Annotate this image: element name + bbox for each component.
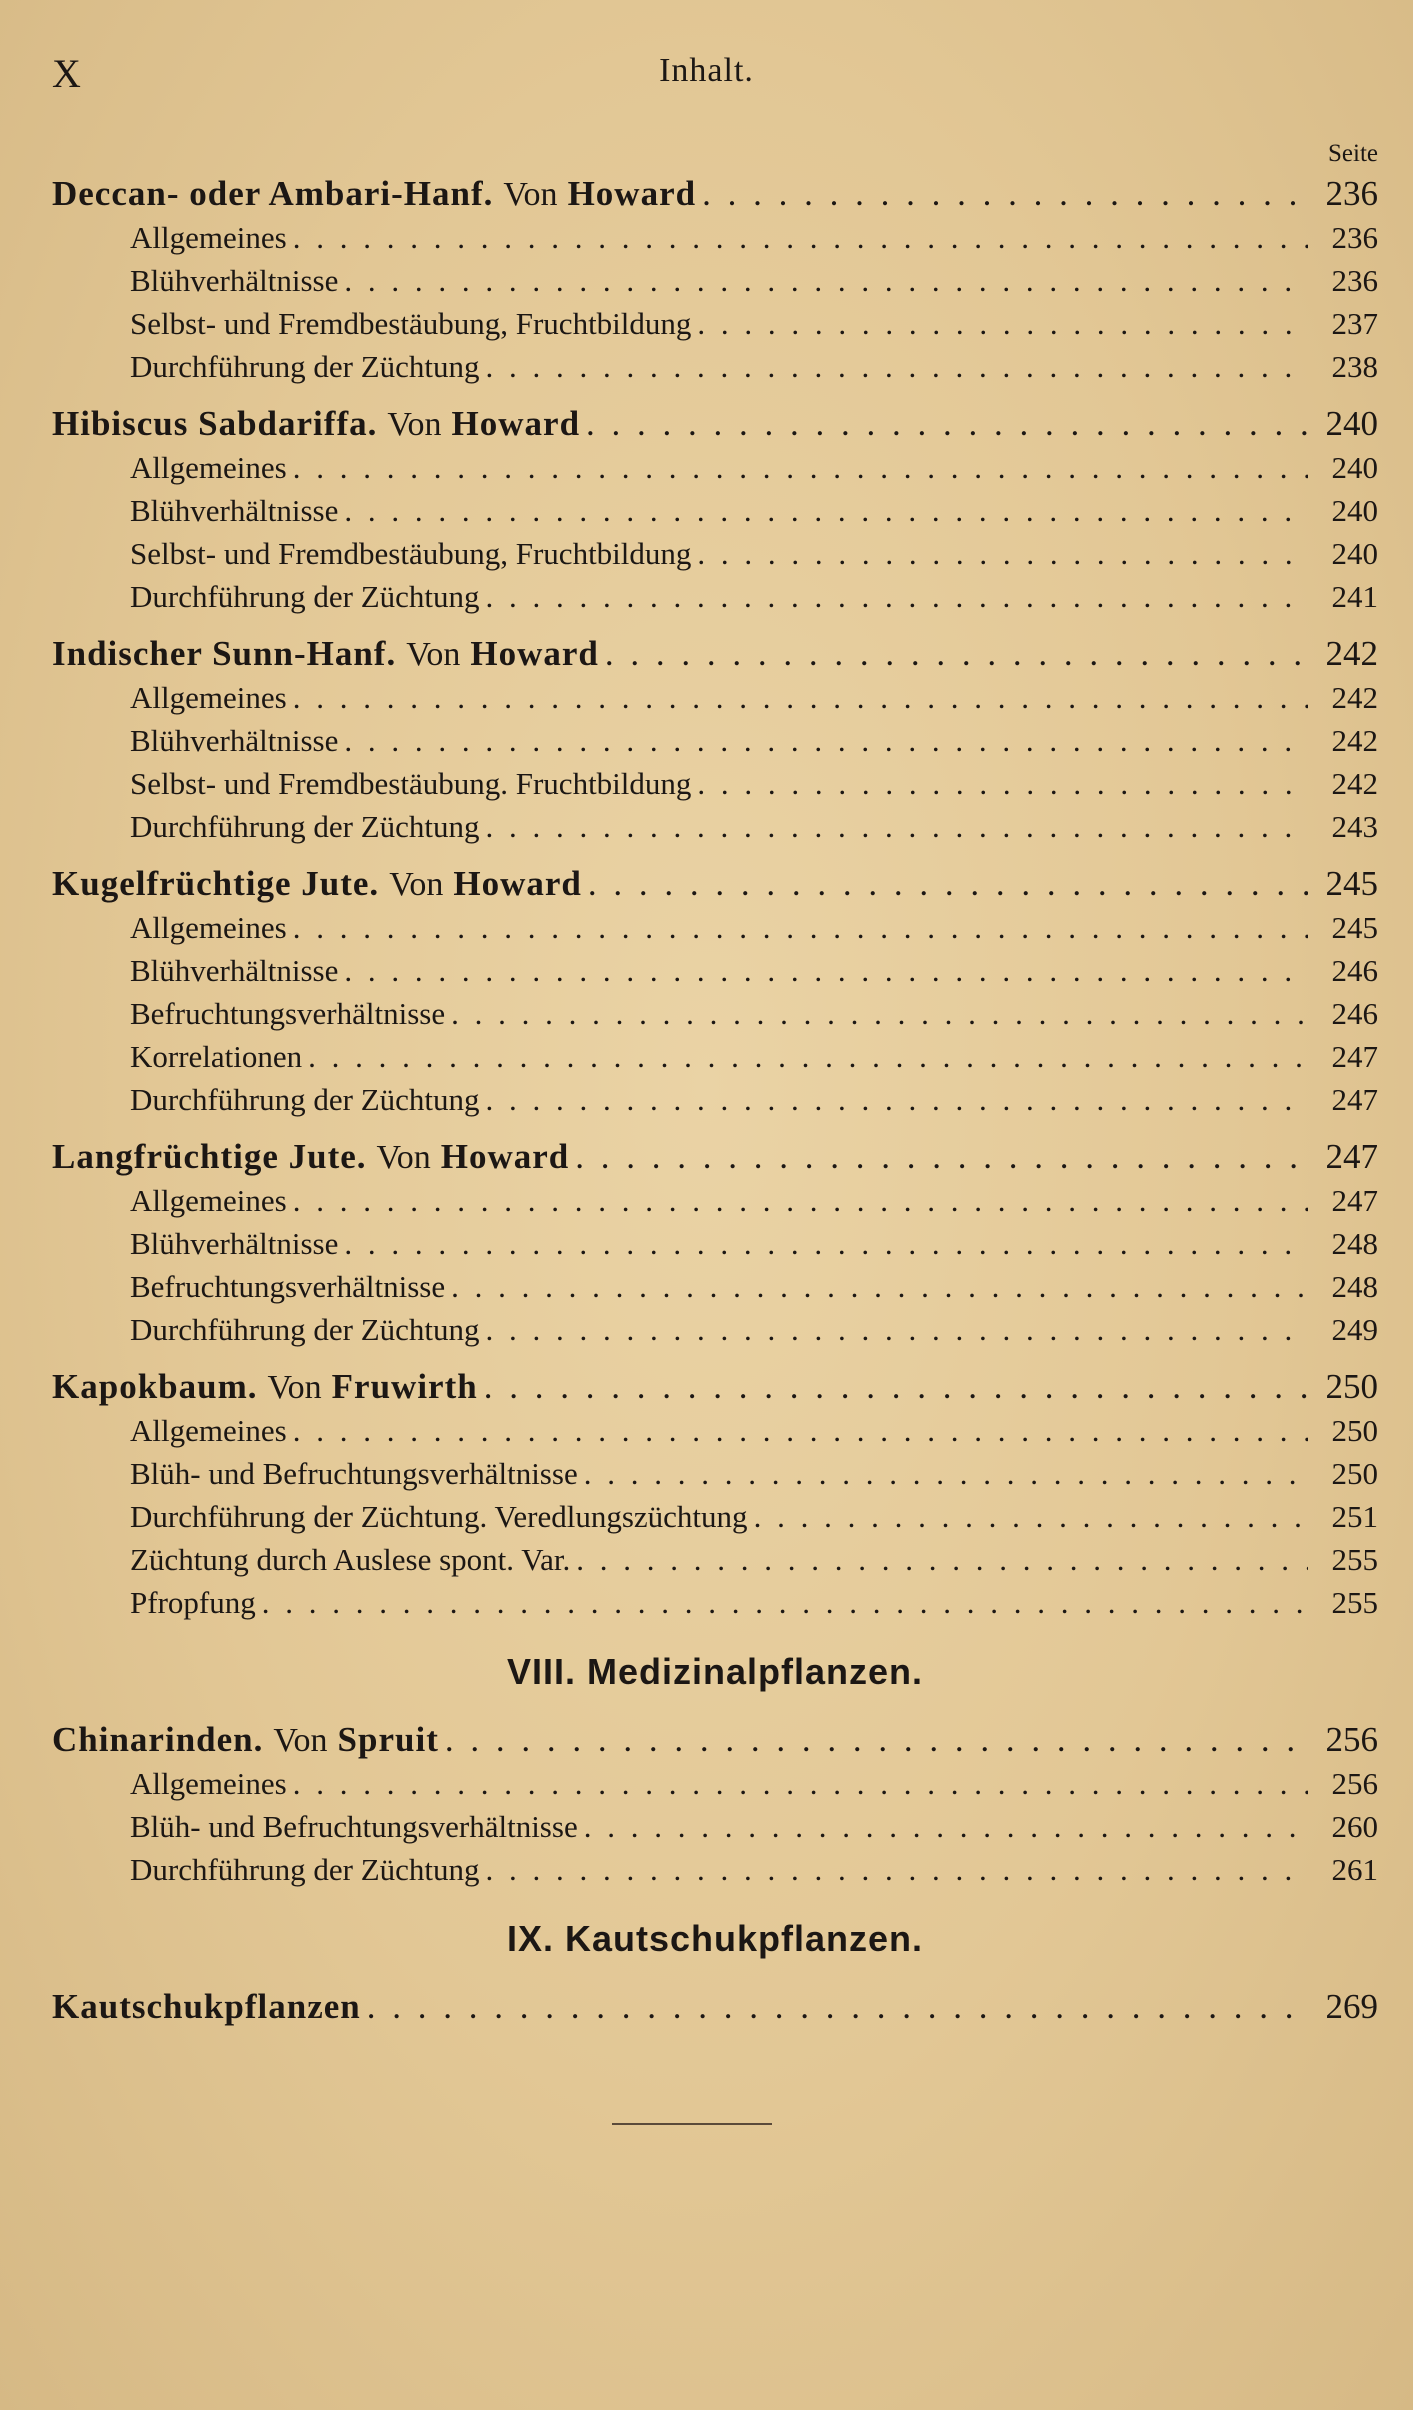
von-word: Von [389,866,444,903]
entry-title: Korrelationen [130,1039,303,1074]
entry-title: Allgemeines [130,450,287,485]
chapter-author: Fruwirth [331,1367,478,1406]
dot-leader [484,1367,1308,1407]
entry-page-number: 249 [1331,1312,1378,1347]
toc-subentry [52,1809,1378,1852]
toc-chapter-entry [52,1720,1378,1766]
entry-title: Züchtung durch Auslese spont. Var. [130,1542,571,1577]
toc-subentry [52,680,1378,723]
entry-page-number: 236 [1325,174,1378,213]
dot-leader [486,1312,1308,1348]
toc-subentry [52,1183,1378,1226]
entry-page-number: 247 [1331,1082,1378,1117]
dot-leader [451,1269,1308,1305]
entry-title [52,864,582,904]
dot-leader [344,723,1308,759]
footer-rule [612,2123,772,2125]
entry-page-number: 238 [1331,349,1378,384]
entry-page-number: 243 [1331,809,1378,844]
toc-subentry [52,910,1378,953]
chapter-author: Howard [453,864,582,903]
entry-title [52,1367,478,1407]
entry-title: Selbst- und Fremdbestäubung, Fruchtbildung [130,306,692,341]
entry-title: Blühverhältnisse [130,723,339,758]
dot-leader [486,349,1308,385]
seite-column-label: Seite [1328,140,1378,167]
toc-subentry [52,1542,1378,1585]
entry-page-number: 261 [1331,1852,1378,1887]
toc-chapter-entry [52,174,1378,220]
von-word: Von [273,1722,328,1759]
dot-leader [293,1183,1308,1219]
entry-title [52,1987,361,2027]
entry-page-number: 246 [1331,953,1378,988]
entry-page-number: 251 [1331,1499,1378,1534]
entry-page-number: 247 [1325,1137,1378,1176]
toc-subentry [52,1499,1378,1542]
toc-subentry [52,953,1378,996]
toc-subentry [52,1766,1378,1809]
table-of-contents [52,174,1378,2033]
chapter-name: Hibiscus Sabdariffa. [52,404,378,443]
entry-title [52,1137,569,1177]
entry-page-number: 242 [1331,723,1378,758]
entry-page-number: 240 [1325,404,1378,443]
dot-leader [451,996,1308,1032]
entry-page-number: 269 [1325,1987,1378,2026]
entry-page-number: 250 [1325,1367,1378,1406]
dot-leader [486,579,1308,615]
von-word: Von [376,1139,431,1176]
entry-title [52,174,696,214]
entry-title: Selbst- und Fremdbestäubung, Fruchtbildung [130,536,692,571]
dot-leader [575,1137,1308,1177]
von-word: Von [267,1369,322,1406]
dot-leader [754,1499,1308,1535]
dot-leader [697,306,1308,342]
entry-page-number: 255 [1331,1585,1378,1620]
entry-page-number: 242 [1331,766,1378,801]
chapter-author: Howard [451,404,581,443]
entry-page-number: 237 [1331,306,1378,341]
dot-leader [344,263,1308,299]
entry-page-number: 260 [1331,1809,1378,1844]
toc-chapter-entry [52,404,1378,450]
section-heading: VIII. Medizinalpflanzen. [506,1651,924,1692]
section-heading: IX. Kautschukpflanzen. [506,1918,924,1959]
toc-subentry [52,996,1378,1039]
chapter-name: Kautschukpflanzen [52,1987,361,2026]
entry-title: Allgemeines [130,680,287,715]
entry-page-number: 250 [1331,1413,1378,1448]
toc-subentry [52,1082,1378,1125]
chapter-name: Langfrüchtige Jute. [52,1137,367,1176]
dot-leader [293,1413,1308,1449]
entry-title: Durchführung der Züchtung [130,1852,480,1887]
entry-page-number: 248 [1331,1269,1378,1304]
entry-page-number: 256 [1325,1720,1378,1759]
toc-subentry [52,450,1378,493]
dot-leader [588,864,1308,904]
chapter-name: Chinarinden. [52,1720,264,1759]
entry-title: Pfropfung [130,1585,256,1620]
entry-title [52,404,580,444]
dot-leader [486,1852,1308,1888]
entry-title: Durchführung der Züchtung [130,1312,480,1347]
toc-subentry [52,493,1378,536]
toc-chapter-entry [52,634,1378,680]
entry-page-number: 240 [1331,536,1378,571]
dot-leader [486,809,1308,845]
entry-page-number: 241 [1331,579,1378,614]
toc-chapter-entry [52,1987,1378,2033]
entry-title: Blühverhältnisse [130,953,339,988]
toc-subentry [52,766,1378,809]
chapter-author: Howard [440,1137,570,1176]
entry-page-number: 245 [1325,864,1378,903]
dot-leader [445,1720,1308,1760]
toc-subentry [52,263,1378,306]
page-number: X [52,51,82,96]
chapter-author: Howard [470,634,599,673]
dot-leader [344,493,1308,529]
dot-leader [344,953,1308,989]
toc-subentry [52,220,1378,263]
running-head: Inhalt. [659,52,754,89]
toc-subentry [52,1226,1378,1269]
entry-title: Selbst- und Fremdbestäubung. Fruchtbildung [130,766,692,801]
entry-title: Allgemeines [130,1183,287,1218]
toc-subentry [52,723,1378,766]
dot-leader [262,1585,1308,1621]
dot-leader [344,1226,1308,1262]
entry-title: Allgemeines [130,910,287,945]
entry-title: Blüh- und Befruchtungsverhältnisse [130,1456,578,1491]
dot-leader [576,1542,1308,1578]
entry-page-number: 256 [1331,1766,1378,1801]
entry-page-number: 247 [1331,1039,1378,1074]
entry-page-number: 255 [1331,1542,1378,1577]
dot-leader [486,1082,1308,1118]
entry-title: Blühverhältnisse [130,493,339,528]
dot-leader [605,634,1308,674]
entry-page-number: 250 [1331,1456,1378,1491]
dot-leader [293,680,1308,716]
entry-title: Allgemeines [130,220,287,255]
entry-page-number: 247 [1331,1183,1378,1218]
entry-page-number: 245 [1331,910,1378,945]
dot-leader [702,174,1308,214]
entry-title: Durchführung der Züchtung [130,579,480,614]
dot-leader [308,1039,1308,1075]
entry-title [52,634,599,674]
dot-leader [697,536,1308,572]
toc-subentry [52,809,1378,852]
toc-subentry [52,1585,1378,1628]
dot-leader [586,404,1308,444]
entry-page-number: 236 [1331,263,1378,298]
entry-page-number: 248 [1331,1226,1378,1261]
entry-title: Allgemeines [130,1413,287,1448]
toc-subentry [52,1039,1378,1082]
von-word: Von [406,636,461,673]
chapter-author: Howard [567,174,697,213]
entry-title: Befruchtungsverhältnisse [130,996,446,1031]
entry-page-number: 242 [1331,680,1378,715]
toc-subentry [52,1852,1378,1895]
chapter-name: Deccan- oder Ambari-Hanf. [52,174,494,213]
toc-chapter-entry [52,864,1378,910]
entry-title: Durchführung der Züchtung. Veredlungszüchtung [130,1499,748,1534]
dot-leader [293,910,1308,946]
toc-subentry [52,1413,1378,1456]
toc-subentry [52,349,1378,392]
entry-title: Blüh- und Befruchtungsverhältnisse [130,1809,578,1844]
entry-title: Durchführung der Züchtung [130,1082,480,1117]
entry-title: Allgemeines [130,1766,287,1801]
chapter-author: Spruit [337,1720,439,1759]
entry-page-number: 242 [1325,634,1378,673]
von-word: Von [387,406,442,443]
von-word: Von [503,176,558,213]
toc-subentry [52,1269,1378,1312]
entry-title: Blühverhältnisse [130,1226,339,1261]
toc-chapter-entry [52,1367,1378,1413]
toc-subentry [52,306,1378,349]
entry-title: Durchführung der Züchtung [130,809,480,844]
toc-chapter-entry [52,1137,1378,1183]
entry-page-number: 240 [1331,450,1378,485]
dot-leader [293,1766,1308,1802]
entry-page-number: 236 [1331,220,1378,255]
toc-subentry [52,1312,1378,1355]
entry-title [52,1720,439,1760]
toc-subentry [52,1456,1378,1499]
dot-leader [697,766,1308,802]
entry-title: Durchführung der Züchtung [130,349,480,384]
chapter-name: Indischer Sunn-Hanf. [52,634,397,673]
entry-page-number: 240 [1331,493,1378,528]
entry-title: Befruchtungsverhältnisse [130,1269,446,1304]
entry-page-number: 246 [1331,996,1378,1031]
toc-subentry [52,579,1378,622]
dot-leader [584,1809,1308,1845]
entry-title: Blühverhältnisse [130,263,339,298]
dot-leader [293,450,1308,486]
dot-leader [367,1987,1308,2027]
dot-leader [584,1456,1308,1492]
chapter-name: Kapokbaum. [52,1367,258,1406]
dot-leader [293,220,1308,256]
toc-subentry [52,536,1378,579]
chapter-name: Kugelfrüchtige Jute. [52,864,380,903]
